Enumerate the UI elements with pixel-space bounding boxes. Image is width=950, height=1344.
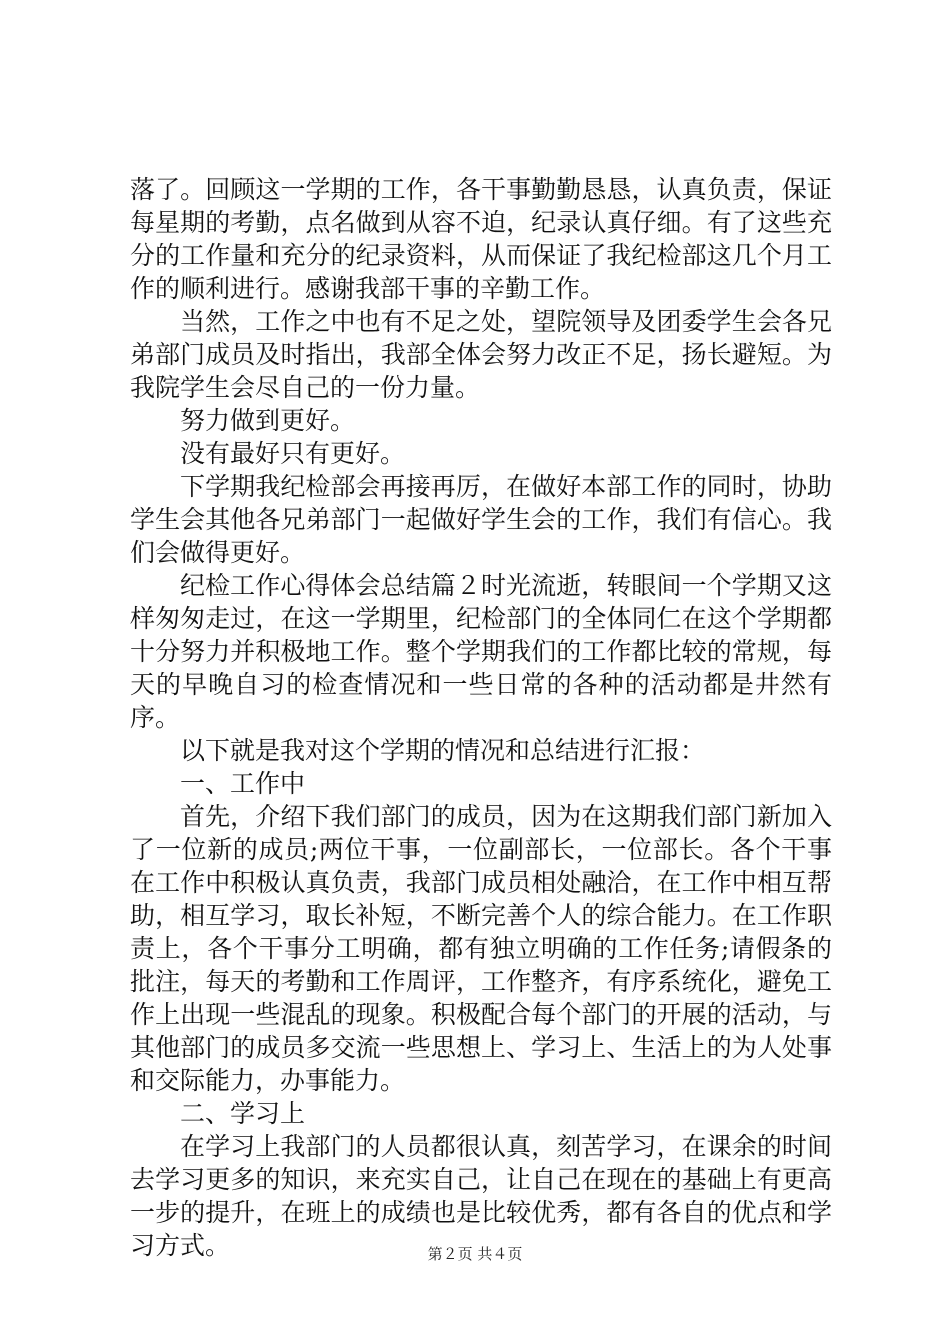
paragraph-6: 纪检工作心得体会总结篇２时光流逝，转眼间一个学期又这样匆匆走过，在这一学期里，纪检部门的全体同仁在这个学期都十分努力并积极地工作。整个学期我们的工作都比较的常规，每天的早晚自习的检查情况和一些日常的各种的活动都是井然有序。 [130,571,832,732]
paragraph-7: 以下就是我对这个学期的情况和总结进行汇报： [180,736,706,765]
paragraph-1: 落了。回顾这一学期的工作，各干事勤勤恳恳，认真负责，保证每星期的考勤，点名做到从容不迫，纪录认真仔细。有了这些充分的工作量和充分的纪录资料，从而保证了我纪检部这几个月工作的顺利进行。感谢我部干事的辛勤工作。 [130,175,832,303]
page-footer: 第２页 共４页 [427,1245,523,1263]
paragraph-3: 努力做到更好。 [180,406,356,435]
paragraph-11: 在学习上我部门的人员都很认真，刻苦学习，在课余的时间去学习更多的知识，来充实自己，让自己在现在的基础上有更高一步的提升，在班上的成绩也是比较优秀，都有各自的优点和学习方式。 [130,1132,832,1260]
section-heading-study: 二、学习上 [180,1099,306,1128]
paragraph-2: 当然，工作之中也有不足之处，望院领导及团委学生会各兄弟部门成员及时指出，我部全体会努力改正不足，扬长避短。为我院学生会尽自己的一份力量。 [130,307,832,402]
paragraph-5: 下学期我纪检部会再接再厉，在做好本部工作的同时，协助学生会其他各兄弟部门一起做好学生会的工作，我们有信心。我们会做得更好。 [130,472,832,567]
paragraph-4: 没有最好只有更好。 [180,439,406,468]
section-heading-work: 一、工作中 [180,769,306,798]
document-body [130,173,832,1262]
paragraph-9: 首先，介绍下我们部门的成员，因为在这期我们部门新加入了一位新的成员;两位干事，一位副部长，一位部长。各个干事在工作中积极认真负责，我部门成员相处融洽，在工作中相互帮助，相互学习，取长补短，不断完善个人的综合能力。在工作职责上，各个干事分工明确，都有独立明确的工作任务;请假条的批注，每天的考勤和工作周评，工作整齐，有序系统化，避免工作上出现一些混乱的现象。积极配合每个部门的开展的活动，与其他部门的成员多交流一些思想上、学习上、生活上的为人处事和交际能力，办事能力。 [130,802,832,1095]
